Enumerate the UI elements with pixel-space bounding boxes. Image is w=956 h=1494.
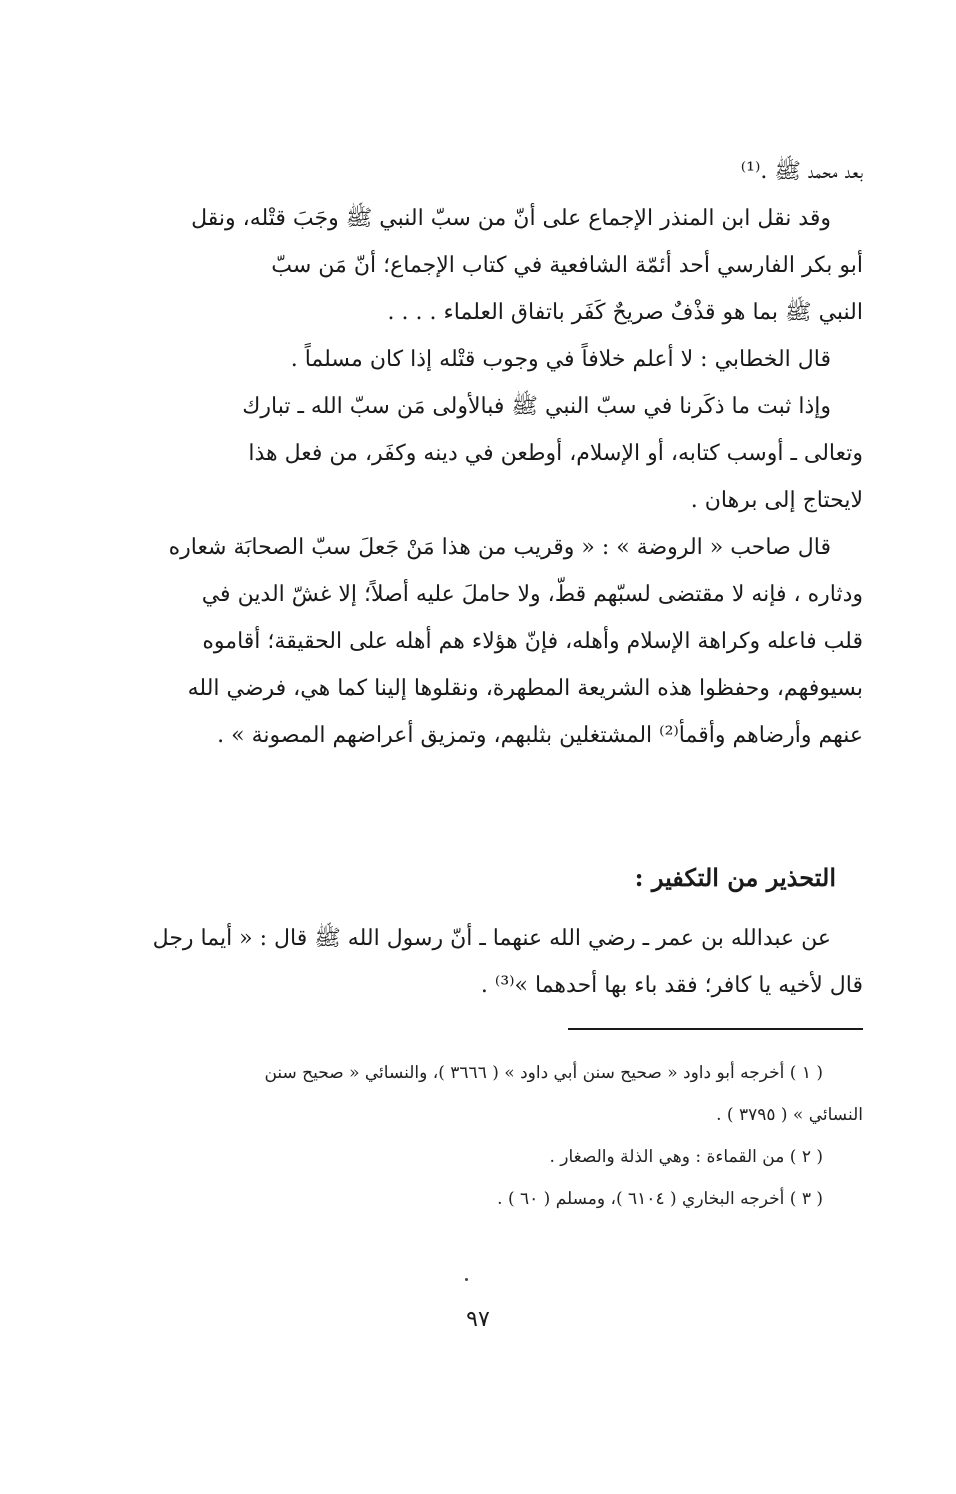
text-line-12: بسيوفهم، وحفظوا هذه الشريعة المطهرة، ونقلوها إلينا كما هي، فرضي الله — [187, 676, 863, 701]
text-line-9: قال صاحب « الروضة » : « وقريب من هذا مَنْ جَعلَ سبّ الصحابَة شعاره — [168, 535, 831, 560]
text-line-2: وقد نقل ابن المنذر الإجماع على أنّ من سبّ النبي ﷺ وجَبَ قتْله، ونقل — [191, 206, 831, 231]
decorative-dot — [465, 1278, 468, 1281]
page-number: ٩٧ — [466, 1307, 490, 1332]
hadith-text-block — [100, 915, 863, 1009]
text-line-1: بعد محمد ﷺ .⁽¹⁾ — [740, 159, 863, 184]
footnote-3: ( ٣ ) أخرجه البخاري ( ٦١٠٤ )، ومسلم ( ٦٠ ) . — [497, 1189, 823, 1209]
text-line-11: قلب فاعله وكراهة الإسلام وأهله، فإنّ هؤلاء هم أهله على الحقيقة؛ أقاموه — [202, 629, 863, 654]
main-text-block — [100, 148, 863, 759]
footnote-1-continued: النسائي » ( ٣٧٩٥ ) . — [716, 1105, 863, 1125]
footnotes-block — [103, 1052, 863, 1220]
text-line-14: عن عبدالله بن عمر ـ رضي الله عنهما ـ أنّ رسول الله ﷺ قال : « أيما رجل — [152, 926, 831, 951]
text-line-3: أبو بكر الفارسي أحد أئمّة الشافعية في كتاب الإجماع؛ أنّ مَن سبّ — [271, 253, 863, 278]
footnote-2: ( ٢ ) من القماءة : وهي الذلة والصغار . — [549, 1147, 823, 1167]
section-heading: التحذير من التكفير : — [634, 863, 836, 892]
text-line-15: قال لأخيه يا كافر؛ فقد باء بها أحدهما »⁽³⁾ . — [480, 973, 863, 998]
text-line-6: وإذا ثبت ما ذكَرنا في سبّ النبي ﷺ فبالأولى مَن سبّ الله ـ تبارك — [242, 394, 831, 419]
footnote-1: ( ١ ) أخرجه أبو داود « صحيح سنن أبي داود » ( ٣٦٦٦ )، والنسائي « صحيح سنن — [264, 1063, 823, 1083]
text-line-13: عنهم وأرضاهم وأقمأ⁽²⁾ المشتغلين بثلبهم، وتمزيق أعراضهم المصونة » . — [217, 723, 863, 748]
text-line-4: النبي ﷺ بما هو قذْفٌ صريحٌ كَفَر باتفاق العلماء . . . . — [387, 300, 863, 325]
text-line-5: قال الخطابي : لا أعلم خلافاً في وجوب قتْله إذا كان مسلماً . — [290, 347, 831, 372]
text-line-8: لايحتاج إلى برهان . — [690, 488, 863, 513]
text-line-7: وتعالى ـ أوسب كتابه، أو الإسلام، أوطعن في دينه وكفَر، من فعل هذا — [248, 441, 863, 466]
text-line-10: ودثاره ، فإنه لا مقتضى لسبّهم قطّ، ولا حاملَ عليه أصلاً؛ إلا غشّ الدين في — [201, 582, 863, 607]
footnote-divider — [568, 1028, 863, 1030]
